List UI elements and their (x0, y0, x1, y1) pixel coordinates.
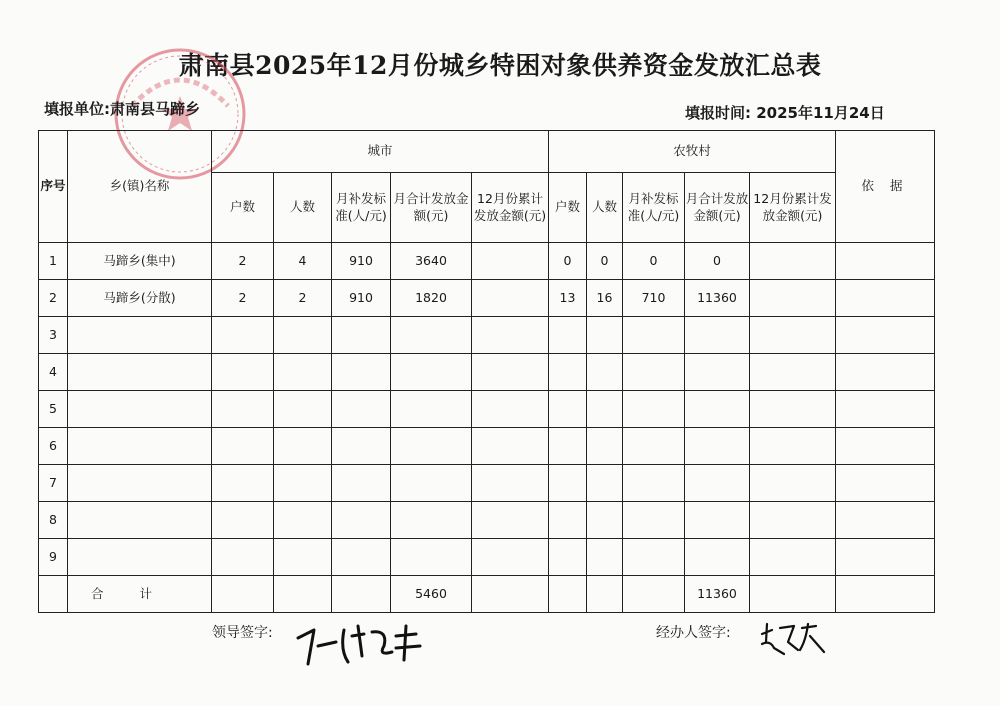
rural-persons-header: 人数 (587, 173, 623, 243)
city-persons-cell (274, 428, 332, 465)
rural-standard-cell (623, 428, 685, 465)
row-name-cell (68, 391, 212, 428)
table-row (39, 428, 935, 465)
total-empty-cell (549, 576, 587, 613)
rural-households-cell (549, 502, 587, 539)
col-seq-header: 序号 (39, 131, 68, 243)
reporting-date: 填报时间: 2025年11月24日 (685, 104, 885, 122)
city-group-header: 城市 (212, 131, 549, 173)
basis-cell (836, 391, 935, 428)
leader-signature (292, 616, 442, 674)
table-row (39, 465, 935, 502)
rural-group-header: 农牧村 (549, 131, 836, 173)
basis-cell (836, 280, 935, 317)
rural-standard-cell (623, 539, 685, 576)
basis-cell (836, 354, 935, 391)
city-households-cell (212, 465, 274, 502)
city-monthly-total-cell (391, 428, 472, 465)
rural-cumulative-cell (750, 243, 836, 280)
city-households-cell: 2 (212, 280, 274, 317)
city-persons-cell (274, 391, 332, 428)
city-cumulative-cell (472, 539, 549, 576)
city-monthly-total-cell: 1820 (391, 280, 472, 317)
rural-monthly-total-cell: 11360 (685, 280, 750, 317)
document-title: 肃南县2025年12月份城乡特困对象供养资金发放汇总表 (178, 51, 822, 80)
city-cumulative-cell (472, 280, 549, 317)
rural-standard-cell: 710 (623, 280, 685, 317)
rural-cumulative-cell (750, 354, 836, 391)
header-row-1 (39, 131, 935, 173)
basis-cell (836, 502, 935, 539)
handler-signature (758, 620, 830, 660)
rural-monthly-total-cell (685, 502, 750, 539)
city-cumulative-header: 12月份累计发放金额(元) (472, 173, 549, 243)
rural-persons-cell: 16 (587, 280, 623, 317)
basis-cell (836, 539, 935, 576)
rural-cumulative-cell (750, 428, 836, 465)
city-standard-cell (332, 354, 391, 391)
city-households-cell (212, 428, 274, 465)
col-basis-header: 依 据 (836, 131, 935, 243)
row-seq-cell: 1 (39, 243, 68, 280)
basis-cell (836, 243, 935, 280)
city-households-header: 户数 (212, 173, 274, 243)
rural-cumulative-cell (750, 317, 836, 354)
basis-cell (836, 317, 935, 354)
table-row (39, 391, 935, 428)
city-standard-cell (332, 317, 391, 354)
city-persons-cell (274, 539, 332, 576)
city-standard-cell (332, 428, 391, 465)
city-households-cell: 2 (212, 243, 274, 280)
city-persons-cell (274, 354, 332, 391)
rural-standard-cell (623, 391, 685, 428)
table-row (39, 317, 935, 354)
total-empty-cell (836, 576, 935, 613)
rural-monthly-total-cell (685, 465, 750, 502)
city-cumulative-cell (472, 354, 549, 391)
city-monthly-total-cell (391, 465, 472, 502)
rural-monthly-total-cell (685, 354, 750, 391)
city-standard-header: 月补发标准(人/元) (332, 173, 391, 243)
row-seq-cell: 9 (39, 539, 68, 576)
city-persons-cell: 2 (274, 280, 332, 317)
basis-cell (836, 465, 935, 502)
city-monthly-total-header: 月合计发放金额(元) (391, 173, 472, 243)
rural-monthly-total-cell (685, 428, 750, 465)
table-row (39, 354, 935, 391)
handler-signature-label: 经办人签字: (656, 625, 731, 641)
row-seq-cell: 4 (39, 354, 68, 391)
table-row (39, 243, 935, 280)
table-row (39, 502, 935, 539)
total-empty-cell (623, 576, 685, 613)
total-label: 合计 (68, 576, 212, 613)
city-persons-header: 人数 (274, 173, 332, 243)
rural-monthly-total-cell (685, 317, 750, 354)
rural-cumulative-cell (750, 539, 836, 576)
row-seq-cell: 7 (39, 465, 68, 502)
rural-households-cell: 0 (549, 243, 587, 280)
rural-persons-cell (587, 354, 623, 391)
row-name-cell (68, 428, 212, 465)
rural-cumulative-cell (750, 465, 836, 502)
rural-total-cell: 11360 (685, 576, 750, 613)
rural-households-header: 户数 (549, 173, 587, 243)
total-seq-cell (39, 576, 68, 613)
city-households-cell (212, 539, 274, 576)
total-empty-cell (750, 576, 836, 613)
rural-persons-cell (587, 465, 623, 502)
city-standard-cell (332, 391, 391, 428)
city-cumulative-cell (472, 428, 549, 465)
row-seq-cell: 8 (39, 502, 68, 539)
city-standard-cell (332, 465, 391, 502)
leader-signature-label: 领导签字: (212, 625, 273, 641)
rural-monthly-total-cell: 0 (685, 243, 750, 280)
row-name-cell: 马蹄乡(集中) (68, 243, 212, 280)
rural-households-cell (549, 428, 587, 465)
city-standard-cell (332, 539, 391, 576)
city-monthly-total-cell (391, 502, 472, 539)
rural-persons-cell (587, 428, 623, 465)
rural-households-cell (549, 354, 587, 391)
row-seq-cell: 3 (39, 317, 68, 354)
row-name-cell (68, 502, 212, 539)
total-empty-cell (472, 576, 549, 613)
rural-standard-cell (623, 465, 685, 502)
rural-persons-cell (587, 539, 623, 576)
rural-cumulative-header: 12月份累计发放金额(元) (750, 173, 836, 243)
rural-households-cell (549, 391, 587, 428)
city-persons-cell (274, 317, 332, 354)
city-monthly-total-cell: 3640 (391, 243, 472, 280)
rural-cumulative-cell (750, 280, 836, 317)
row-seq-cell: 6 (39, 428, 68, 465)
city-monthly-total-cell (391, 539, 472, 576)
rural-persons-cell (587, 502, 623, 539)
row-name-cell (68, 539, 212, 576)
row-name-cell (68, 465, 212, 502)
city-standard-cell: 910 (332, 280, 391, 317)
city-monthly-total-cell (391, 391, 472, 428)
rural-monthly-total-cell (685, 539, 750, 576)
city-monthly-total-cell (391, 317, 472, 354)
city-households-cell (212, 317, 274, 354)
rural-persons-cell (587, 391, 623, 428)
rural-households-cell (549, 465, 587, 502)
rural-standard-cell (623, 502, 685, 539)
rural-monthly-total-header: 月合计发放金额(元) (685, 173, 750, 243)
reporting-unit: 填报单位:肃南县马蹄乡 (44, 100, 200, 118)
city-persons-cell (274, 465, 332, 502)
total-empty-cell (587, 576, 623, 613)
col-name-header: 乡(镇)名称 (68, 131, 212, 243)
total-empty-cell (212, 576, 274, 613)
city-cumulative-cell (472, 465, 549, 502)
rural-standard-cell (623, 354, 685, 391)
table-row (39, 280, 935, 317)
rural-monthly-total-cell (685, 391, 750, 428)
rural-standard-cell: 0 (623, 243, 685, 280)
rural-persons-cell: 0 (587, 243, 623, 280)
basis-cell (836, 428, 935, 465)
city-cumulative-cell (472, 243, 549, 280)
city-households-cell (212, 391, 274, 428)
table-row (39, 539, 935, 576)
summary-table (38, 130, 935, 613)
rural-persons-cell (587, 317, 623, 354)
rural-households-cell (549, 539, 587, 576)
total-empty-cell (274, 576, 332, 613)
city-total-cell: 5460 (391, 576, 472, 613)
city-persons-cell (274, 502, 332, 539)
row-name-cell: 马蹄乡(分散) (68, 280, 212, 317)
city-households-cell (212, 502, 274, 539)
total-empty-cell (332, 576, 391, 613)
city-persons-cell: 4 (274, 243, 332, 280)
city-cumulative-cell (472, 317, 549, 354)
rural-cumulative-cell (750, 502, 836, 539)
city-cumulative-cell (472, 391, 549, 428)
row-name-cell (68, 317, 212, 354)
row-seq-cell: 2 (39, 280, 68, 317)
rural-standard-cell (623, 317, 685, 354)
city-standard-cell: 910 (332, 243, 391, 280)
rural-cumulative-cell (750, 391, 836, 428)
city-monthly-total-cell (391, 354, 472, 391)
city-standard-cell (332, 502, 391, 539)
city-households-cell (212, 354, 274, 391)
total-row (39, 576, 935, 613)
row-seq-cell: 5 (39, 391, 68, 428)
city-cumulative-cell (472, 502, 549, 539)
rural-households-cell: 13 (549, 280, 587, 317)
rural-standard-header: 月补发标准(人/元) (623, 173, 685, 243)
row-name-cell (68, 354, 212, 391)
rural-households-cell (549, 317, 587, 354)
